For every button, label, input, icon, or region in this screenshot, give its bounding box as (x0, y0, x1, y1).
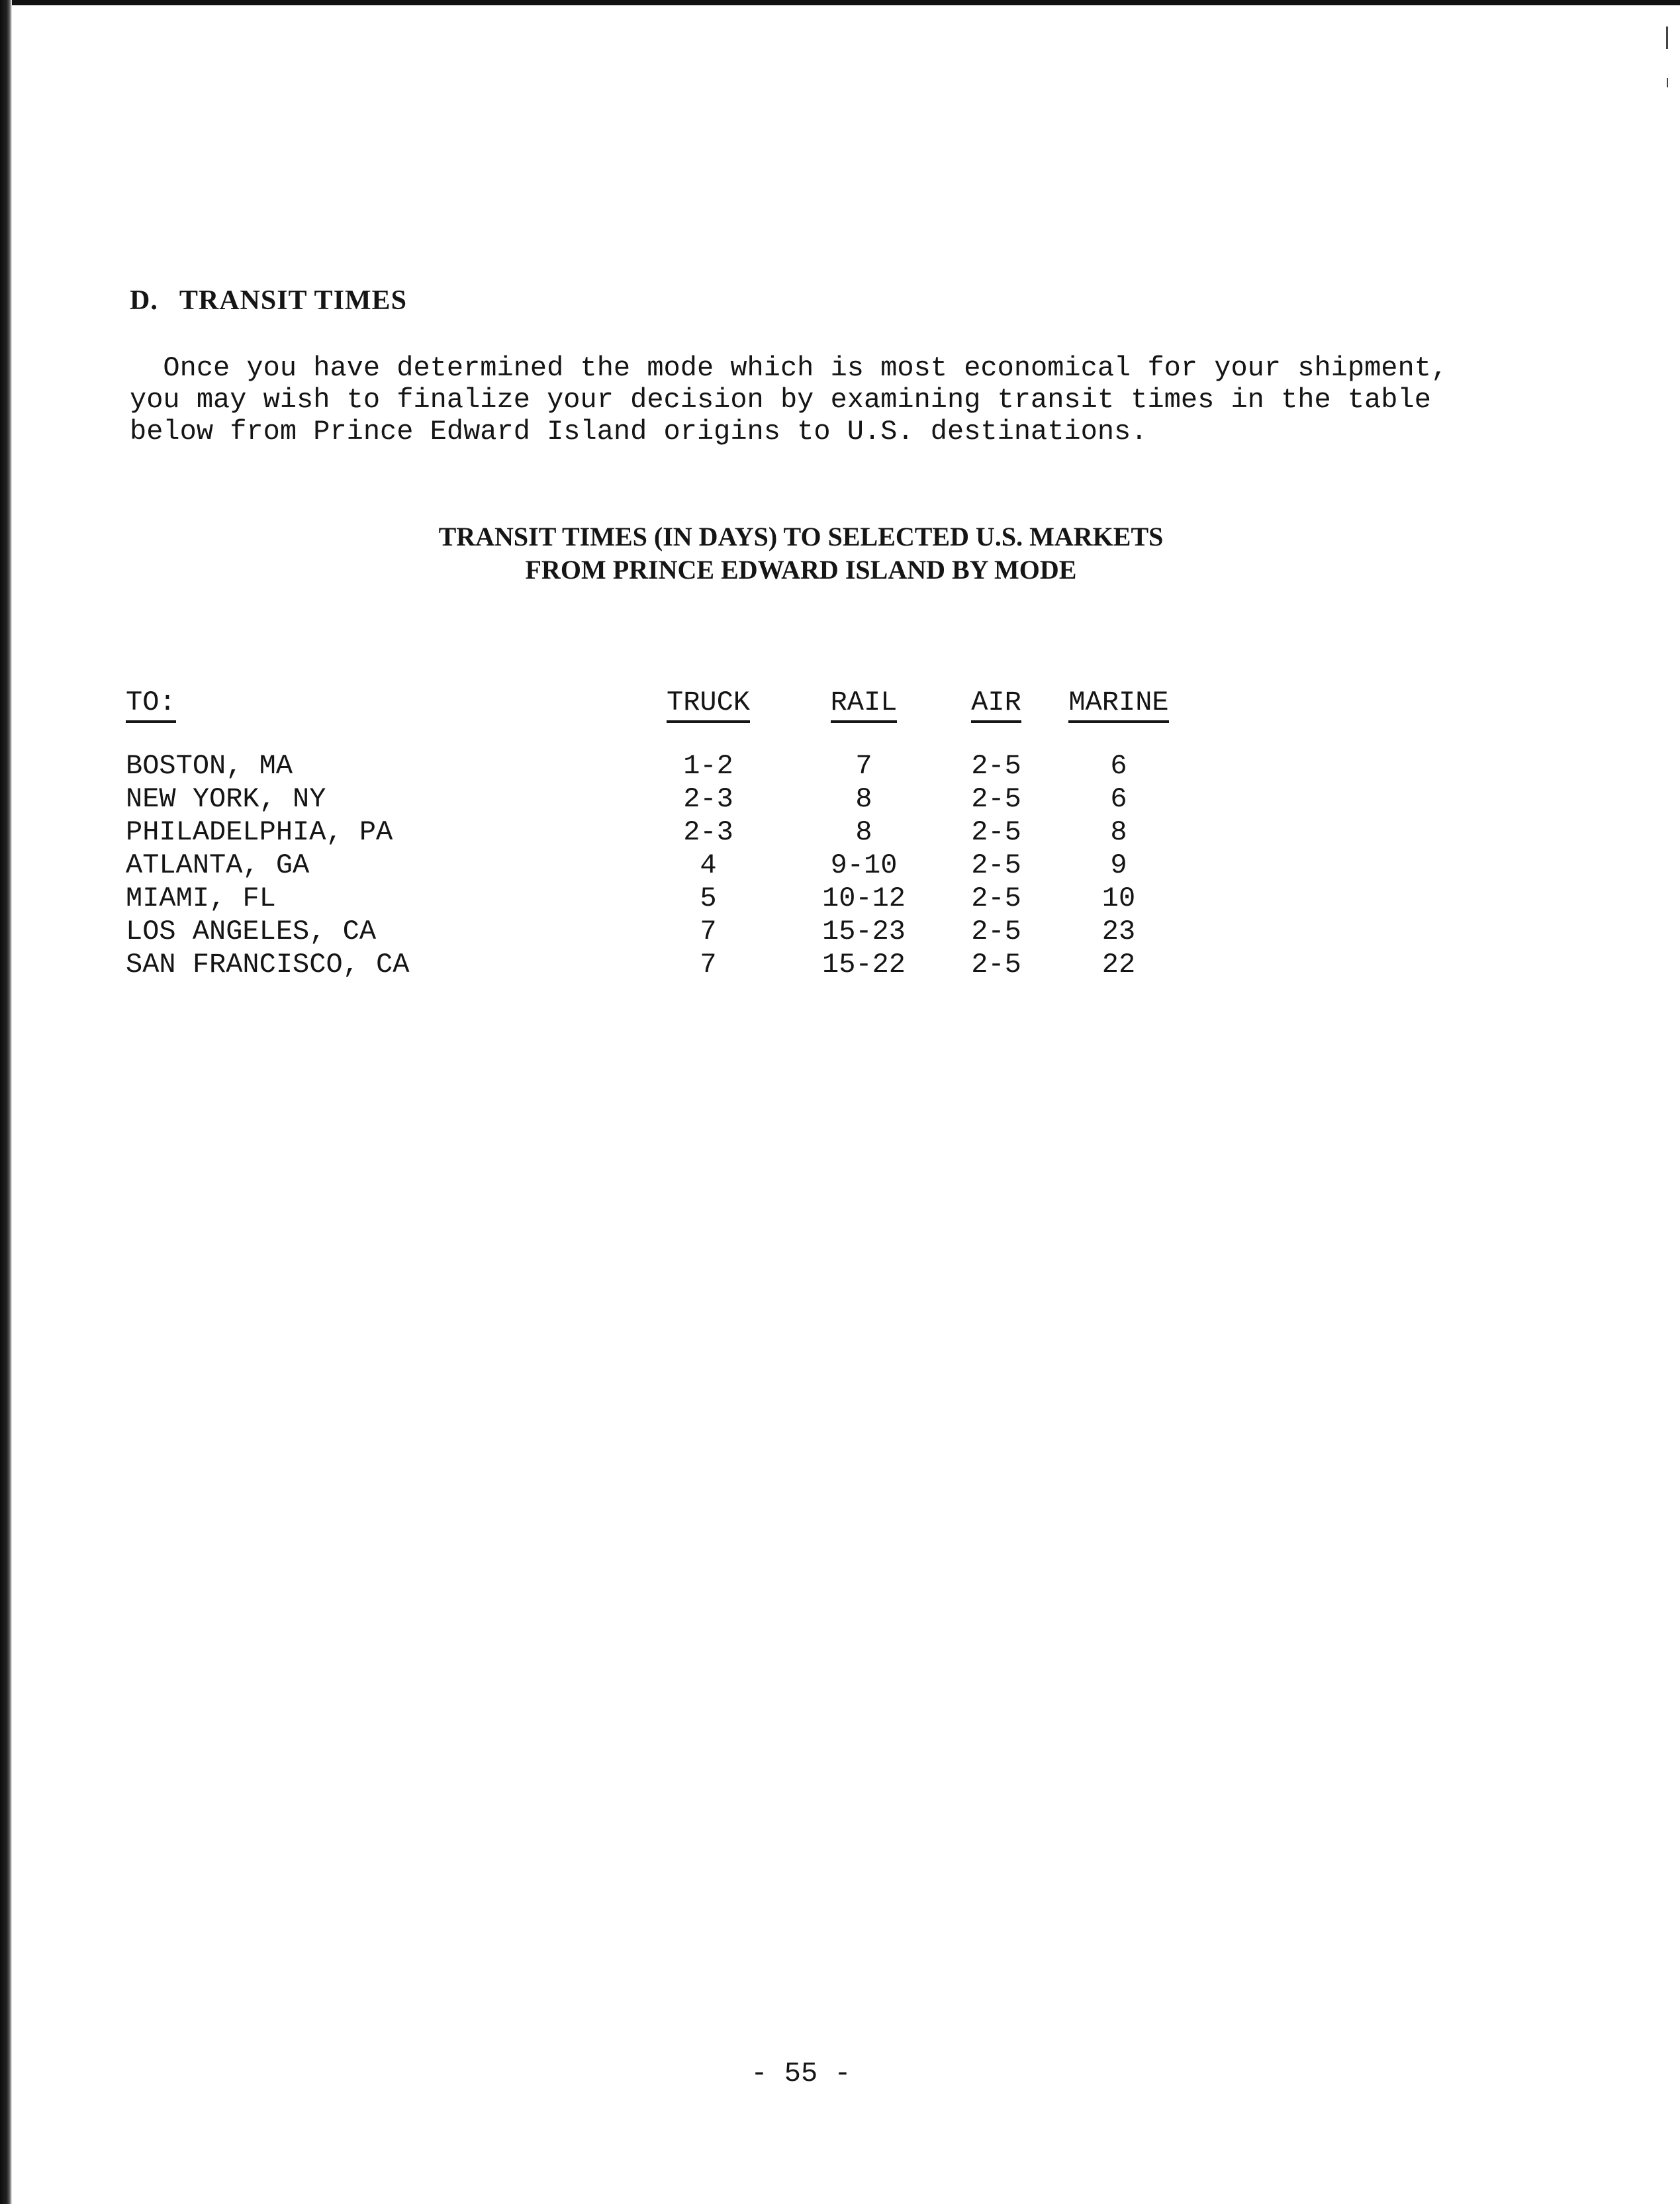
cell-rail: 8 (855, 783, 872, 815)
cell-destination: PHILADELPHIA, PA (126, 816, 393, 848)
cell-marine: 8 (1110, 816, 1127, 848)
cell-air: 2-5 (971, 816, 1021, 848)
transit-times-table (126, 686, 1185, 981)
cell-air: 2-5 (971, 783, 1021, 815)
cell-rail: 10-12 (821, 883, 906, 914)
header-truck: TRUCK (629, 686, 788, 749)
cell-rail: 9-10 (830, 849, 898, 881)
cell-air: 2-5 (971, 949, 1021, 981)
table-row (126, 849, 1185, 882)
scan-border-top (0, 0, 1680, 5)
table-row (126, 816, 1185, 849)
cell-rail: 7 (855, 750, 872, 782)
intro-line: you may wish to finalize your decision by examining transit times in the table (130, 384, 1431, 416)
cell-marine: 10 (1101, 883, 1136, 914)
cell-truck: 7 (700, 916, 717, 947)
scan-mark-right (1666, 26, 1668, 49)
cell-truck: 2-3 (683, 783, 733, 815)
header-marine: MARINE (1052, 686, 1185, 749)
table-row (126, 915, 1185, 948)
cell-marine: 23 (1101, 916, 1136, 947)
cell-truck: 4 (700, 849, 717, 881)
cell-destination: NEW YORK, NY (126, 783, 326, 815)
cell-destination: BOSTON, MA (126, 750, 293, 782)
header-rail: RAIL (788, 686, 940, 749)
cell-truck: 1-2 (683, 750, 733, 782)
header-air: AIR (940, 686, 1052, 749)
page-number: - 55 - (751, 2058, 851, 2089)
cell-marine: 9 (1110, 849, 1127, 881)
table-row (126, 882, 1185, 915)
table-row (126, 948, 1185, 981)
scan-mark-right (1667, 78, 1668, 87)
table-row (126, 749, 1185, 783)
cell-marine: 6 (1110, 783, 1127, 815)
cell-air: 2-5 (971, 849, 1021, 881)
cell-rail: 15-23 (821, 916, 906, 947)
section-heading (130, 285, 407, 316)
table-title-line: FROM PRINCE EDWARD ISLAND BY MODE (525, 555, 1077, 585)
cell-rail: 8 (855, 816, 872, 848)
cell-destination: SAN FRANCISCO, CA (126, 949, 410, 981)
table-title-line: TRANSIT TIMES (IN DAYS) TO SELECTED U.S. MARKETS (438, 522, 1164, 551)
cell-air: 2-5 (971, 883, 1021, 914)
cell-truck: 5 (700, 883, 717, 914)
cell-marine: 6 (1110, 750, 1127, 782)
header-to: TO: (126, 686, 629, 749)
cell-destination: LOS ANGELES, CA (126, 916, 377, 947)
intro-line: Once you have determined the mode which is most economical for your shipment, (130, 352, 1448, 384)
cell-rail: 15-22 (821, 949, 906, 981)
cell-air: 2-5 (971, 750, 1021, 782)
section-title: TRANSIT TIMES (179, 285, 407, 316)
cell-air: 2-5 (971, 916, 1021, 947)
intro-line: below from Prince Edward Island origins to U.S. destinations. (130, 416, 1148, 448)
cell-destination: ATLANTA, GA (126, 849, 310, 881)
table-title (0, 520, 1602, 587)
intro-paragraph (130, 352, 1480, 448)
cell-marine: 22 (1101, 949, 1136, 981)
section-letter: D. (130, 285, 158, 316)
table-header-row (126, 686, 1185, 749)
cell-destination: MIAMI, FL (126, 883, 276, 914)
table-row (126, 783, 1185, 816)
cell-truck: 7 (700, 949, 717, 981)
cell-truck: 2-3 (683, 816, 733, 848)
scan-border-left (0, 0, 12, 2204)
